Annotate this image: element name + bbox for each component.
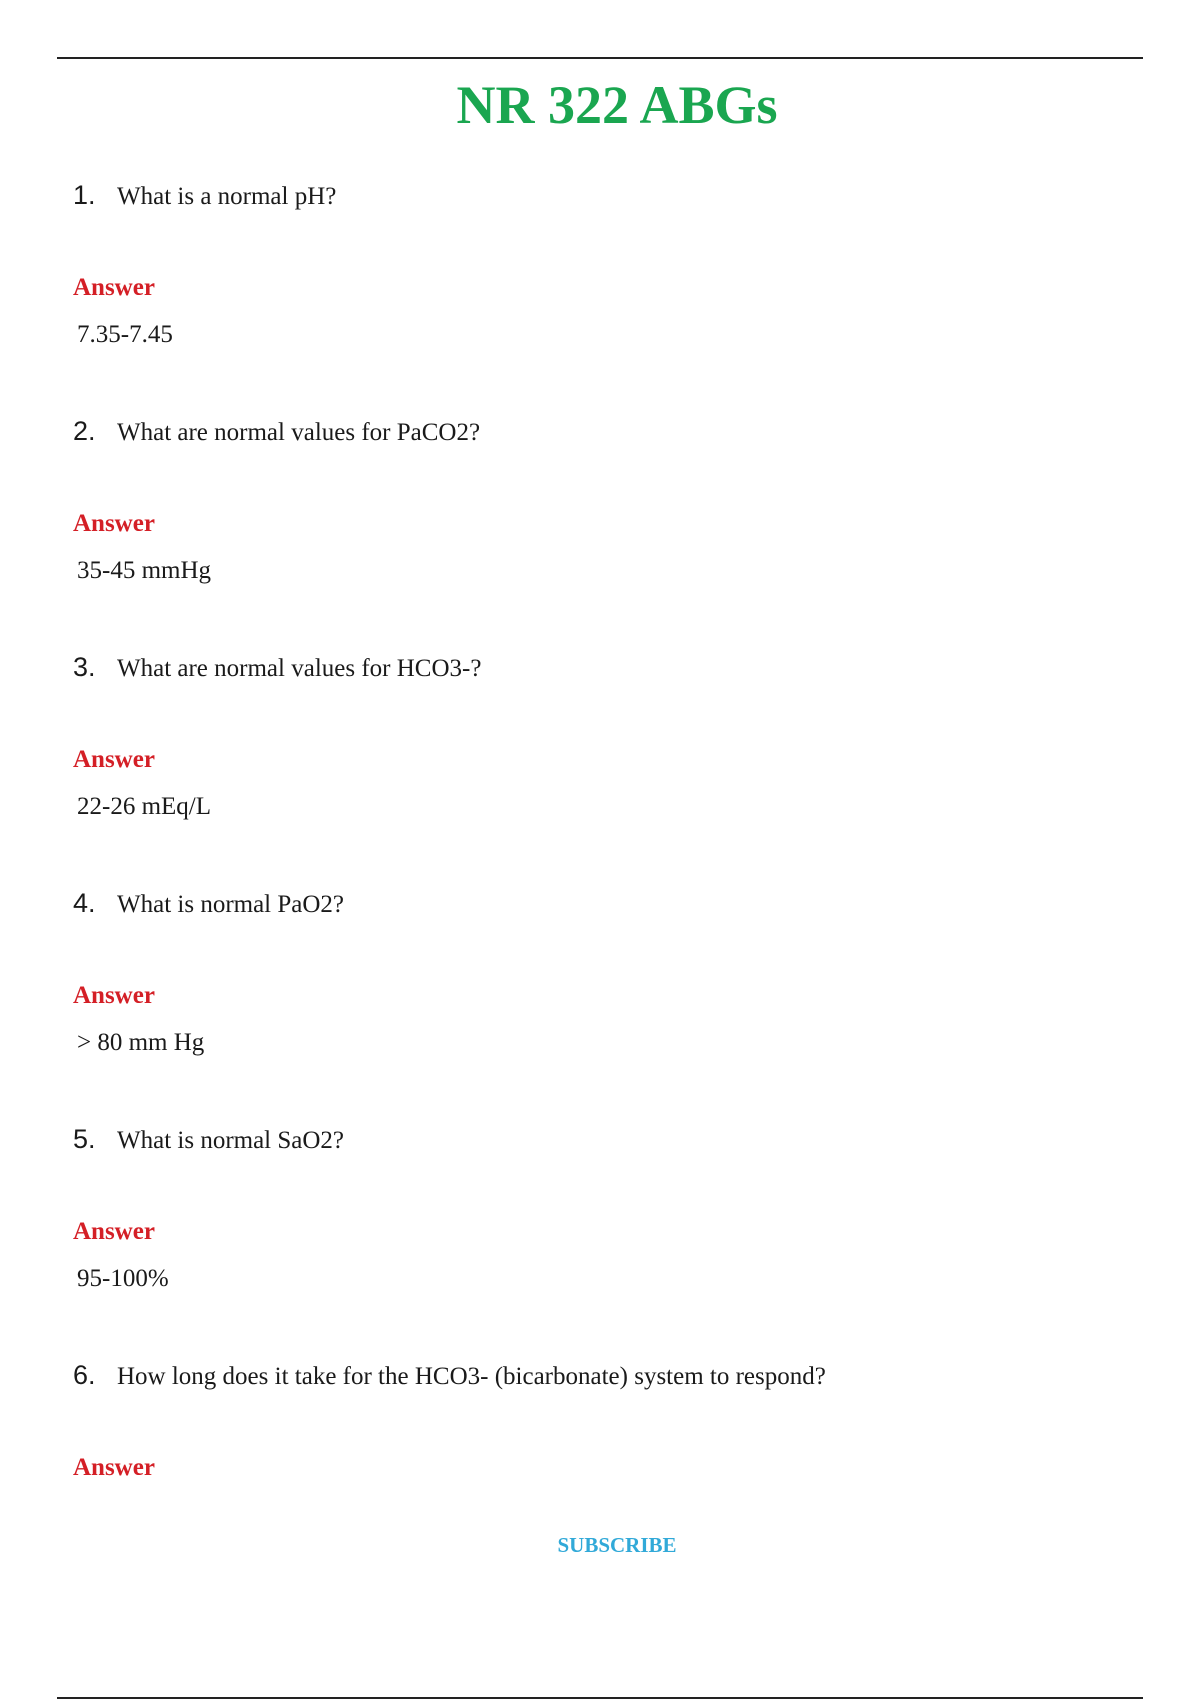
question-item-1: [73, 175, 1133, 411]
question-text: What are normal values for HCO3-?: [117, 655, 482, 682]
question-line: [73, 411, 480, 451]
question-line: [73, 175, 336, 215]
question-number: 5.: [73, 1124, 96, 1154]
question-text: What are normal values for PaCO2?: [117, 419, 481, 446]
question-text: How long does it take for the HCO3- (bicarbonate) system to respond?: [117, 1363, 826, 1390]
answer-text: 35-45 mmHg: [77, 557, 212, 584]
answer-label: Answer: [73, 746, 155, 773]
question-number: 3.: [73, 652, 96, 682]
question-item-4: [73, 883, 1133, 1119]
answer-text: 22-26 mEq/L: [77, 793, 212, 820]
question-number: 6.: [73, 1360, 96, 1390]
question-number: 2.: [73, 416, 96, 446]
question-line: [73, 1119, 344, 1159]
answer-label: Answer: [73, 982, 155, 1009]
question-text: What is normal PaO2?: [117, 891, 345, 918]
answer-label: Answer: [73, 274, 155, 301]
answer-text: > 80 mm Hg: [77, 1029, 205, 1056]
question-line: [73, 1355, 826, 1395]
question-item-3: [73, 647, 1133, 883]
question-line: [73, 647, 481, 687]
question-number: 1.: [73, 180, 96, 210]
subscribe-link[interactable]: SUBSCRIBE: [557, 1533, 677, 1557]
top-divider: [57, 57, 1143, 59]
question-item-2: [73, 411, 1133, 647]
answer-label: Answer: [73, 510, 155, 537]
question-item-5: [73, 1119, 1133, 1355]
question-number: 4.: [73, 888, 96, 918]
bottom-divider: [57, 1697, 1143, 1699]
question-line: [73, 883, 344, 923]
answer-label: Answer: [73, 1454, 155, 1481]
answer-label: Answer: [73, 1218, 155, 1245]
question-text: What is a normal pH?: [117, 183, 337, 210]
question-text: What is normal SaO2?: [117, 1127, 345, 1154]
answer-text: 95-100%: [77, 1265, 169, 1292]
document-title: NR 322 ABGs: [456, 75, 778, 135]
answer-text: 7.35-7.45: [77, 321, 173, 348]
